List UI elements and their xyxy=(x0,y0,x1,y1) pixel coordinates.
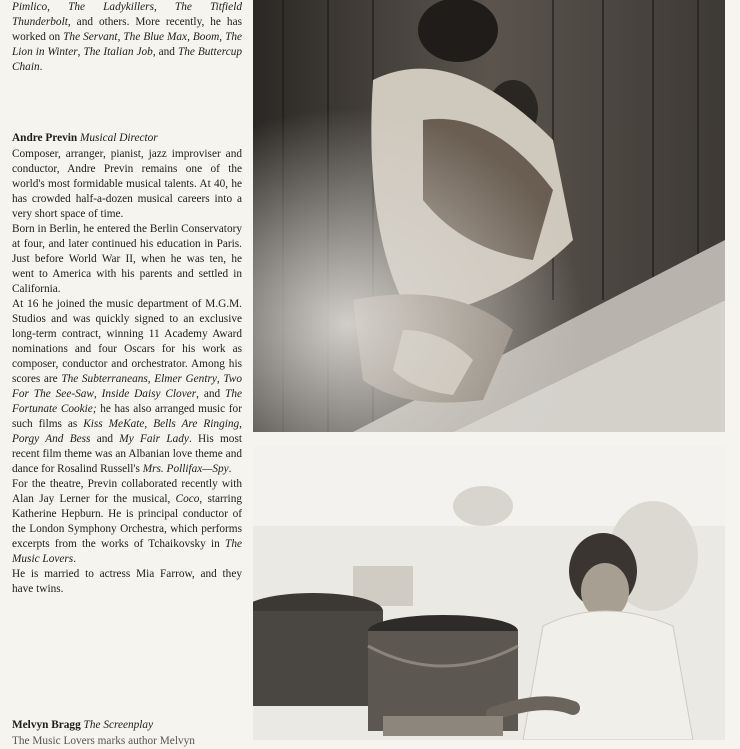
percussion-photo-image xyxy=(253,446,725,740)
previn-paragraph-title: Mrs. Pollifax—Spy xyxy=(142,463,229,475)
previn-paragraph-title: Inside Daisy Clover xyxy=(101,388,197,400)
previn-heading xyxy=(12,131,242,146)
continued-paragraph xyxy=(12,0,242,75)
top-paragraph-text: . xyxy=(39,61,43,73)
top-paragraph-text: , xyxy=(47,1,69,13)
embrace-photo xyxy=(253,0,725,432)
previn-paragraph-title: Bells Are Ringing xyxy=(153,418,240,430)
bragg-cutoff-line: The Music Lovers marks author Melvyn xyxy=(12,735,195,747)
previn-paragraph-text: , and xyxy=(196,388,226,400)
previn-paragraph xyxy=(12,297,242,477)
top-paragraph-text: , xyxy=(117,31,124,43)
top-paragraph-title: The Italian Job xyxy=(83,46,153,58)
previn-paragraph xyxy=(12,147,242,222)
top-paragraph-title: The Servant xyxy=(63,31,118,43)
previn-paragraph xyxy=(12,477,242,567)
previn-paragraph-title: The Subterraneans xyxy=(61,373,148,385)
previn-paragraph-title: Coco xyxy=(175,493,200,505)
bragg-role: The Screenplay xyxy=(83,719,154,731)
previn-paragraph-text: , xyxy=(147,373,155,385)
previn-role: Musical Director xyxy=(80,132,158,144)
previn-name: Andre Previn xyxy=(12,132,78,144)
bragg-heading xyxy=(12,718,242,733)
top-paragraph-title: The Lion in Winter xyxy=(12,31,243,58)
previn-paragraph xyxy=(12,222,242,297)
percussion-photo xyxy=(253,446,725,740)
top-paragraph-text: , xyxy=(153,1,175,13)
embrace-photo-image xyxy=(253,0,725,432)
previn-paragraph-text: he has also arranged music for such films as xyxy=(12,403,242,430)
top-paragraph-text: , xyxy=(219,31,226,43)
previn-paragraph-text: For the theatre, Previn collaborated recently with Alan Jay Lerner for the musical, xyxy=(12,478,242,505)
bragg-entry xyxy=(12,718,242,749)
previn-paragraph-text: . His most recent film theme was an Albanian love theme and dance for Rosalind Russell's xyxy=(12,433,242,475)
top-paragraph-title: The Ladykillers xyxy=(68,1,154,13)
previn-paragraph-text: , starring Katherine Hepburn. He is principal conductor of the London Symphony Orchestra, which performs excerpts from the works of Tchaikovsky in xyxy=(12,493,242,550)
previn-body xyxy=(12,147,242,597)
previn-paragraph-text: . xyxy=(73,553,77,565)
previn-paragraph-title: My Fair Lady xyxy=(119,433,189,445)
previn-paragraph-title: Two For The See-Saw xyxy=(12,373,242,400)
previn-paragraph-text: . xyxy=(228,463,232,475)
top-paragraph-text: , xyxy=(77,46,84,58)
top-paragraph-title: The Blue Max xyxy=(123,31,188,43)
top-paragraph-column xyxy=(12,0,242,75)
top-paragraph-text: , and xyxy=(152,46,178,58)
bragg-name: Melvyn Bragg xyxy=(12,719,81,731)
previn-paragraph-title: Kiss MeKate xyxy=(83,418,145,430)
previn-paragraph xyxy=(12,567,242,597)
previn-paragraph-title: Elmer Gentry xyxy=(154,373,217,385)
top-paragraph-title: The Buttercup Chain xyxy=(12,46,243,73)
top-paragraph-title: Boom xyxy=(192,31,220,43)
top-paragraph-text: , and others. More recently, he has worked on xyxy=(12,16,242,43)
top-paragraph-title: The Titfield Thunderbolt xyxy=(12,1,242,28)
previn-paragraph-text: , xyxy=(239,418,242,430)
previn-paragraph-text: , xyxy=(93,388,102,400)
top-paragraph-text: , xyxy=(187,31,193,43)
previn-entry xyxy=(12,131,242,597)
previn-paragraph-text: At 16 he joined the music department of M.G.M. Studios and was quickly signed to an exclusive long-term contract, winning 11 Academy Award nominations and four Oscars for his work as composer, conductor and orchestrator. Among his scores are xyxy=(12,298,242,385)
previn-paragraph-text: He is married to actress Mia Farrow, and they have twins. xyxy=(12,568,242,595)
previn-paragraph-text: and xyxy=(90,433,120,445)
previn-paragraph-title: Porgy And Bess xyxy=(12,433,91,445)
previn-paragraph-title: The Fortunate Cookie; xyxy=(12,388,242,415)
top-paragraph-title: Pimlico xyxy=(12,1,48,13)
previn-paragraph-text: Composer, arranger, pianist, jazz improviser and conductor, Andre Previn remains one of the world's most formidable musical talents. At 40, he has crowded half-a-dozen musical careers into a very short space of time. xyxy=(12,148,242,220)
previn-paragraph-text: , xyxy=(216,373,224,385)
previn-paragraph-text: , xyxy=(144,418,154,430)
previn-paragraph-text: Born in Berlin, he entered the Berlin Conservatory at four, and later continued his education in Paris. Just before World War II, when he was ten, he went to America with his parents and settled in California. xyxy=(12,223,242,295)
previn-paragraph-title: The Music Lovers xyxy=(12,538,242,565)
